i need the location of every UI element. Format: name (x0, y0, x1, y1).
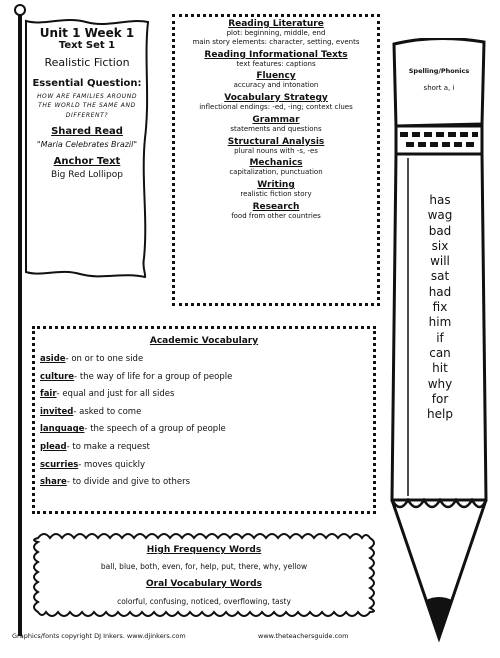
vocabulary-item (40, 405, 370, 423)
spelling-word: can (429, 345, 451, 360)
spelling-word: sat (430, 269, 450, 284)
vocabulary-definition: - equal and just for all sides (56, 389, 175, 400)
skill-text (175, 29, 377, 38)
skill-text: statements and questions (230, 124, 322, 133)
spelling-word: fix (432, 300, 448, 315)
skill-text: plural nouns with -s, -es (234, 146, 318, 155)
vocabulary-item (40, 458, 370, 476)
anchor-text-title: Big Red Lollipop (50, 169, 123, 180)
vocabulary-definition: - the way of life for a group of people (74, 371, 233, 382)
shared-read-title: "Maria Celebrates Brazil" (36, 140, 138, 150)
vocabulary-item (40, 475, 370, 493)
vocabulary-word: fair (40, 389, 57, 400)
vocabulary-item (40, 370, 370, 388)
vocabulary-word: invited (40, 406, 74, 417)
shared-read-label: Shared Read (51, 126, 123, 138)
spelling-word: bad (428, 223, 452, 238)
skill-text-main: main story elements: character, setting, events (192, 37, 360, 46)
skill-title: Fluency (256, 71, 296, 82)
vocabulary-word: share (40, 477, 67, 488)
vocabulary-definition: - asked to come (73, 406, 142, 417)
vocabulary-word: scurries (40, 459, 79, 470)
essential-question-text: HOW ARE FAMILIES AROUND THE WORLD THE SAME AND DIFFERENT? (36, 92, 138, 119)
vocabulary-word: aside (40, 354, 66, 364)
vocabulary-definition: - on or to one side (65, 354, 144, 364)
vocabulary-item (40, 352, 370, 370)
high-frequency-title: High Frequency Words (146, 545, 262, 555)
vocabulary-definition: - the speech of a group of people (84, 424, 226, 435)
skill-title: Structural Analysis (227, 136, 325, 147)
spelling-word: has (429, 193, 451, 207)
oral-vocabulary-title: Oral Vocabulary Words (146, 579, 262, 589)
spelling-word: six (431, 238, 449, 253)
skill-title: Vocabulary Strategy (224, 93, 328, 103)
essential-question-label: Essential Question: (32, 77, 142, 89)
spelling-word: him (428, 315, 452, 330)
vocabulary-item (40, 422, 370, 440)
skill-text: text features: captions (236, 59, 316, 68)
skill-title: Reading Literature (228, 19, 324, 29)
spelling-word: had (428, 284, 452, 299)
high-frequency-words: ball, blue, both, even, for, help, put, there, why, yellow (100, 562, 308, 571)
vocabulary-item (40, 440, 370, 458)
flag-pole (18, 8, 22, 636)
skill-title: Mechanics (249, 158, 303, 169)
genre-label: Realistic Fiction (44, 56, 130, 70)
flag-content (26, 26, 148, 181)
anchor-text-label: Anchor Text (53, 155, 121, 167)
skill-text: capitalization, punctuation (229, 168, 323, 177)
spelling-word: if (436, 330, 444, 345)
skill-text: inflectional endings: -ed, -ing; context clues (199, 103, 353, 111)
vocabulary-word: plead (40, 441, 67, 452)
skill-title: Writing (257, 180, 295, 190)
vocabulary-definition: - to make a request (66, 441, 150, 452)
text-set-label: Text Set 1 (58, 40, 116, 52)
unit-week-title: Unit 1 Week 1 (39, 26, 135, 40)
skill-text: realistic fiction story (240, 190, 312, 198)
skill-title: Research (252, 201, 300, 212)
oral-vocabulary-words: colorful, confusing, noticed, overflowing, tasty (117, 597, 291, 606)
skill-text-line: plot: beginning, middle, end (226, 29, 326, 37)
skill-text: accuracy and intonation (233, 81, 319, 90)
vocabulary-definition: - to divide and give to others (66, 477, 191, 488)
spelling-word: hit (432, 361, 448, 376)
spelling-word: wag (427, 208, 453, 223)
skill-title: Grammar (252, 114, 300, 125)
vocabulary-item (40, 387, 370, 405)
spelling-pattern: short a, i (423, 84, 455, 92)
flag-pole-ball (14, 4, 26, 16)
vocabulary-word: language (40, 424, 85, 435)
word-lists-frame (30, 530, 378, 620)
spelling-word: for (431, 391, 449, 406)
vocabulary-definition: - moves quickly (78, 459, 146, 470)
spelling-word: will (430, 254, 450, 269)
skills-box (172, 14, 380, 306)
skill-title: Reading Informational Texts (204, 49, 348, 60)
vocabulary-word: culture (40, 371, 75, 382)
footer-credit: Graphics/fonts copyright DJ Inkers. www.djinkers.com (12, 632, 186, 640)
vocabulary-list (40, 352, 370, 493)
spelling-word-list (414, 193, 466, 422)
academic-vocabulary-title: Academic Vocabulary (149, 336, 259, 346)
skill-text: food from other countries (231, 211, 321, 220)
footer-site: www.theteachersguide.com (258, 632, 349, 640)
spelling-word: why (427, 376, 453, 391)
spelling-word: help (427, 407, 453, 422)
spelling-title: Spelling/Phonics (408, 67, 470, 75)
